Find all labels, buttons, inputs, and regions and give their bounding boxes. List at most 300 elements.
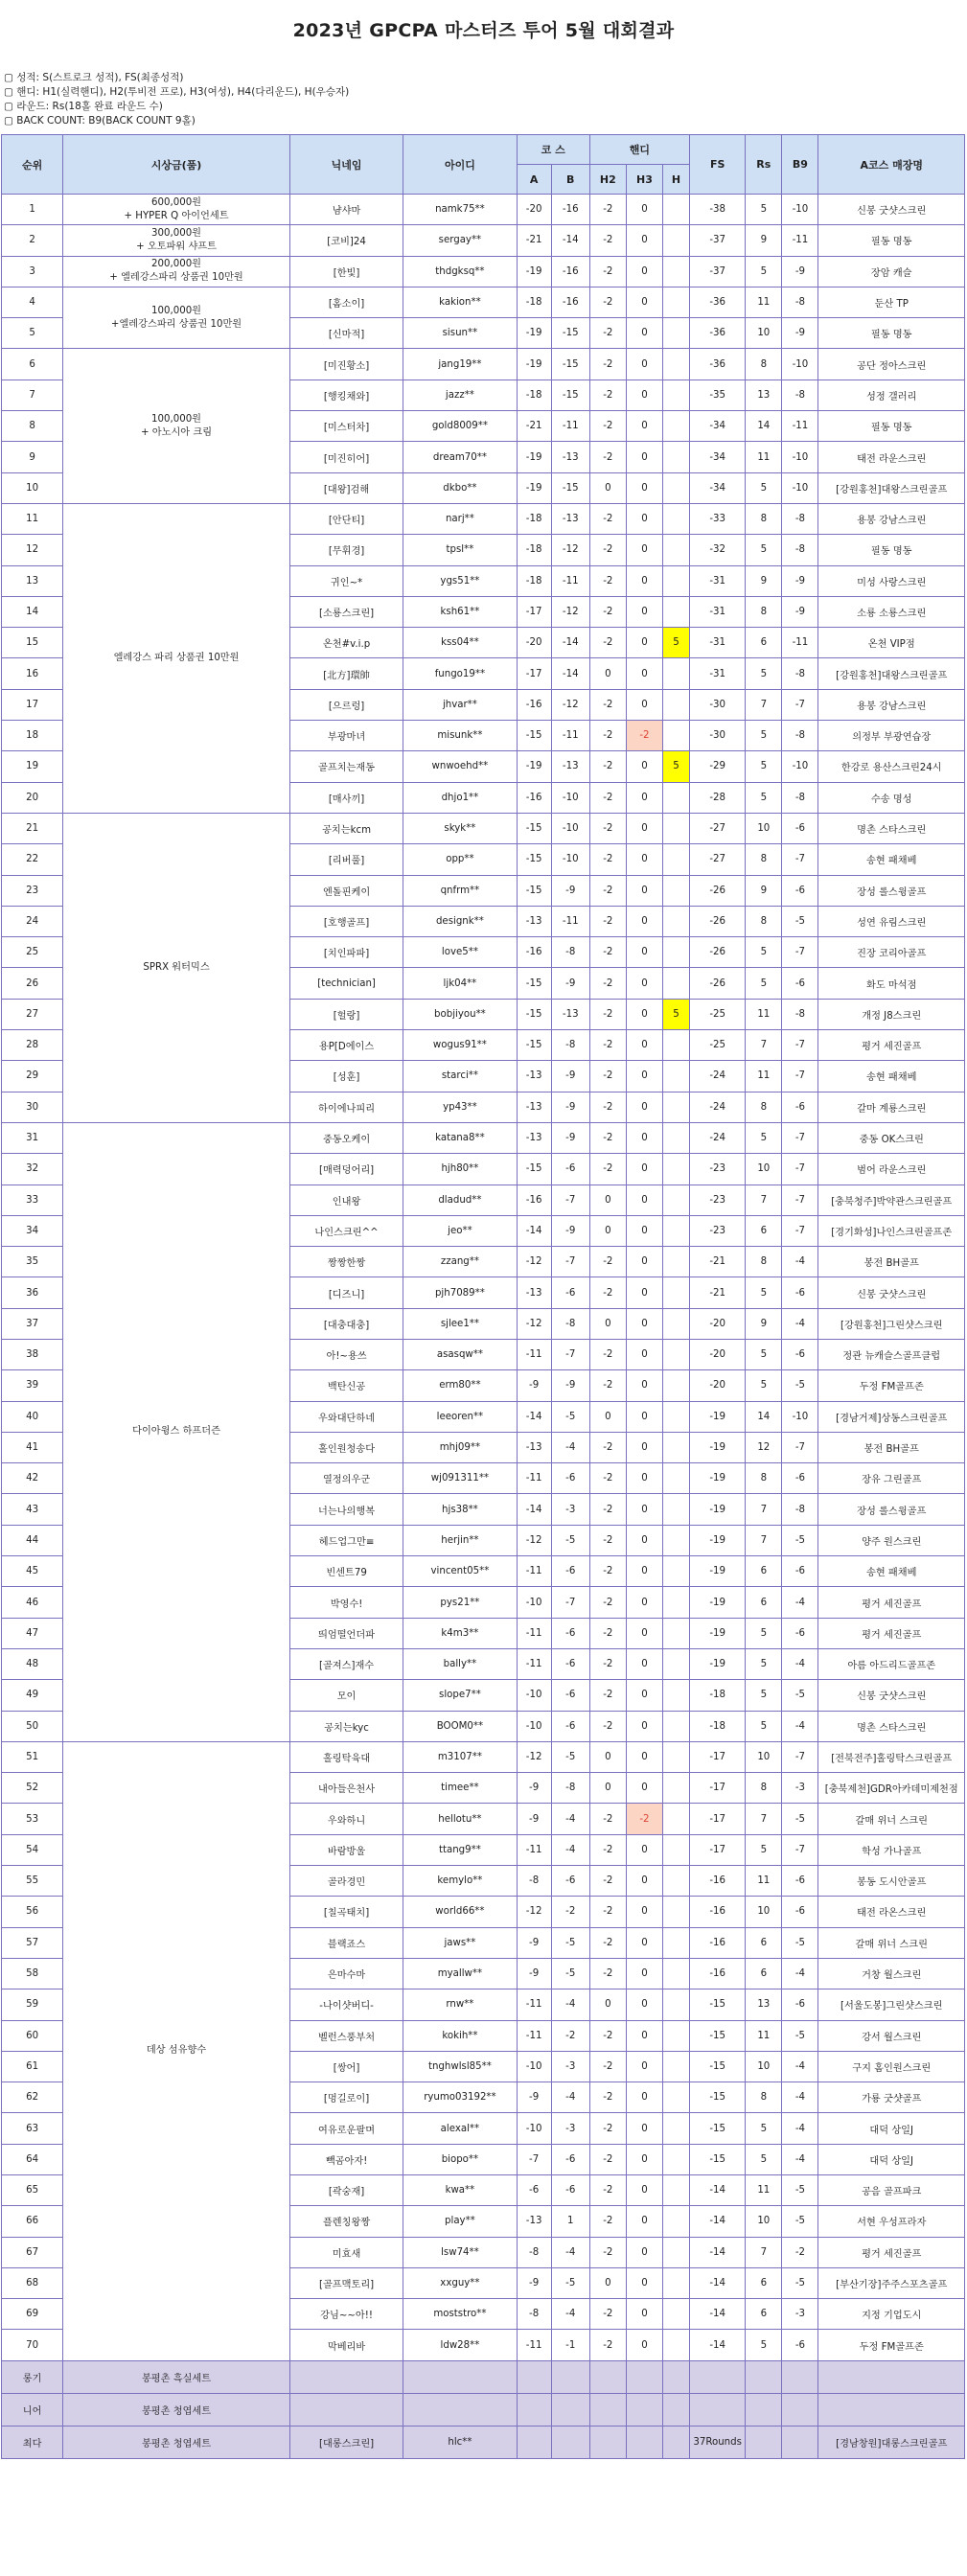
award-empty-cell — [517, 2426, 551, 2458]
rs-cell: 5 — [746, 751, 782, 782]
nickname-cell: 냠샤마 — [289, 195, 403, 225]
store-cell: [충북청주]박약관스크린골프 — [818, 1184, 965, 1215]
fs-cell: -17 — [690, 1804, 746, 1834]
rs-cell: 6 — [746, 1587, 782, 1618]
b9-cell: -7 — [782, 1184, 818, 1215]
nickname-cell: [무휘경] — [289, 535, 403, 565]
id-cell: m3107** — [403, 1741, 517, 1772]
b9-cell: -10 — [782, 472, 818, 503]
rank-cell: 46 — [2, 1587, 63, 1618]
prize-cell: 300,000원 + 오토파워 샤프트 — [63, 225, 290, 256]
b9-cell: -4 — [782, 2051, 818, 2082]
handicap-h3-cell: 0 — [626, 875, 662, 906]
store-cell: 갈매 위너 스크린 — [818, 1804, 965, 1834]
id-cell: xxguy** — [403, 2267, 517, 2298]
nickname-cell: 부광마녀 — [289, 721, 403, 751]
course-a-cell: -8 — [517, 2237, 551, 2267]
fs-cell: -23 — [690, 1215, 746, 1246]
rank-cell: 37 — [2, 1308, 63, 1339]
id-cell: kemylo** — [403, 1866, 517, 1897]
award-empty-cell — [626, 2426, 662, 2458]
nickname-cell: 빈센트79 — [289, 1556, 403, 1587]
store-cell: 학성 가나골프 — [818, 1834, 965, 1865]
handicap-h-cell — [663, 1370, 690, 1401]
store-cell: [서울도봉]그린샷스크린 — [818, 1990, 965, 2020]
nickname-cell: [홈소이] — [289, 287, 403, 317]
nickname-cell: [대충대충] — [289, 1308, 403, 1339]
handicap-h-cell — [663, 2113, 690, 2144]
nickname-cell: [코비]24 — [289, 225, 403, 256]
fs-cell: -31 — [690, 628, 746, 658]
handicap-h-cell — [663, 1680, 690, 1711]
rank-cell: 21 — [2, 813, 63, 843]
store-cell: 갈매 위너 스크린 — [818, 1927, 965, 1958]
store-cell: 성정 갤러리 — [818, 380, 965, 410]
handicap-h3-cell: 0 — [626, 2330, 662, 2360]
store-cell: 명촌 스타스크린 — [818, 1711, 965, 1741]
award-empty-cell — [551, 2426, 589, 2458]
rs-cell: 5 — [746, 1834, 782, 1865]
rs-cell: 5 — [746, 1339, 782, 1369]
b9-cell: -11 — [782, 411, 818, 442]
store-cell: 신봉 굿샷스크린 — [818, 1277, 965, 1308]
id-cell: love5** — [403, 937, 517, 968]
nickname-cell: 짱짱한짱 — [289, 1247, 403, 1277]
course-b-cell: -8 — [551, 1308, 589, 1339]
handicap-h-cell — [663, 411, 690, 442]
handicap-h3-cell: 0 — [626, 689, 662, 720]
id-cell: gold8009** — [403, 411, 517, 442]
handicap-h-cell — [663, 1184, 690, 1215]
course-b-cell: -11 — [551, 411, 589, 442]
store-cell: 장성 롤스윙골프 — [818, 1494, 965, 1525]
rank-cell: 60 — [2, 2020, 63, 2051]
handicap-h-cell — [663, 472, 690, 503]
store-cell: 수송 명성 — [818, 782, 965, 813]
handicap-h2-cell: -2 — [589, 1494, 626, 1525]
award-empty-cell — [626, 2393, 662, 2426]
b9-cell: -4 — [782, 1308, 818, 1339]
course-b-cell: -11 — [551, 721, 589, 751]
handicap-h2-cell: -2 — [589, 1680, 626, 1711]
handicap-h-cell — [663, 2299, 690, 2330]
handicap-h3-cell: 0 — [626, 1741, 662, 1772]
prize-cell: 100,000원 +엘레강스파리 상품권 10만원 — [63, 287, 290, 349]
handicap-h-cell — [663, 1339, 690, 1369]
rs-cell: 5 — [746, 1680, 782, 1711]
id-cell: hjs38** — [403, 1494, 517, 1525]
nickname-cell: [호행골프] — [289, 906, 403, 936]
handicap-h-cell — [663, 2020, 690, 2051]
handicap-h2-cell: -2 — [589, 195, 626, 225]
nickname-cell: [미진히어] — [289, 442, 403, 472]
course-b-cell: -5 — [551, 2267, 589, 2298]
rank-cell: 39 — [2, 1370, 63, 1401]
handicap-h3-cell: 0 — [626, 1556, 662, 1587]
prize-cell: 데상 섬유향수 — [63, 1741, 290, 2360]
legend-line: ▢ 라운드: Rs(18홀 완료 라운드 수) — [4, 101, 163, 112]
id-cell: moststro** — [403, 2299, 517, 2330]
nickname-cell: 플렌칭왕짱 — [289, 2206, 403, 2237]
handicap-h2-cell: -2 — [589, 2020, 626, 2051]
rank-cell: 29 — [2, 1061, 63, 1092]
id-cell: herjin** — [403, 1525, 517, 1555]
course-a-cell: -14 — [517, 1401, 551, 1432]
handicap-h2-cell: -2 — [589, 1525, 626, 1555]
fs-cell: -17 — [690, 1741, 746, 1772]
rank-cell: 17 — [2, 689, 63, 720]
course-a-cell: -14 — [517, 1215, 551, 1246]
b9-cell: -2 — [782, 2237, 818, 2267]
handicap-h3-cell: 0 — [626, 782, 662, 813]
store-cell: [강원홍천]그린샷스크린 — [818, 1308, 965, 1339]
handicap-h2-cell: -2 — [589, 535, 626, 565]
id-cell: sergay** — [403, 225, 517, 256]
fs-cell: -19 — [690, 1648, 746, 1679]
rank-cell: 31 — [2, 1122, 63, 1153]
handicap-h-cell — [663, 2082, 690, 2113]
course-b-cell: -9 — [551, 1370, 589, 1401]
handicap-h3-cell: -2 — [626, 721, 662, 751]
rank-cell: 33 — [2, 1184, 63, 1215]
id-cell: hjh80** — [403, 1154, 517, 1184]
id-cell: jaws** — [403, 1927, 517, 1958]
store-cell: 필동 명동 — [818, 535, 965, 565]
rank-cell: 14 — [2, 596, 63, 627]
fs-cell: -14 — [690, 2237, 746, 2267]
rs-cell: 6 — [746, 2299, 782, 2330]
handicap-h-cell — [663, 596, 690, 627]
course-a-cell: -19 — [517, 318, 551, 349]
handicap-h-cell — [663, 2237, 690, 2267]
handicap-h2-cell: 0 — [589, 1990, 626, 2020]
col-h: H — [663, 165, 690, 195]
handicap-h3-cell: 0 — [626, 1401, 662, 1432]
rank-cell: 36 — [2, 1277, 63, 1308]
store-cell: 평거 세진골프 — [818, 1030, 965, 1061]
fs-cell: -36 — [690, 318, 746, 349]
store-cell: 서현 우성프라자 — [818, 2206, 965, 2237]
nickname-cell: 내아들은천사 — [289, 1773, 403, 1804]
id-cell: designk** — [403, 906, 517, 936]
store-cell: 봉전 BH골프 — [818, 1432, 965, 1462]
handicap-h2-cell: -2 — [589, 1277, 626, 1308]
col-h2: H2 — [589, 165, 626, 195]
fs-cell: -27 — [690, 844, 746, 875]
course-b-cell: -6 — [551, 1648, 589, 1679]
b9-cell: -4 — [782, 1587, 818, 1618]
course-b-cell: -12 — [551, 535, 589, 565]
course-a-cell: -13 — [517, 906, 551, 936]
handicap-h-cell — [663, 1804, 690, 1834]
fs-cell: -14 — [690, 2330, 746, 2360]
course-b-cell: -5 — [551, 1525, 589, 1555]
course-a-cell: -11 — [517, 2020, 551, 2051]
handicap-h-cell — [663, 225, 690, 256]
rs-cell: 5 — [746, 1711, 782, 1741]
rank-cell: 44 — [2, 1525, 63, 1555]
id-cell: k4m3** — [403, 1618, 517, 1648]
id-cell: ldw28** — [403, 2330, 517, 2360]
rank-cell: 25 — [2, 937, 63, 968]
course-a-cell: -18 — [517, 503, 551, 534]
store-cell: 용봉 강남스크린 — [818, 503, 965, 534]
course-b-cell: -5 — [551, 1927, 589, 1958]
handicap-h-cell — [663, 1897, 690, 1927]
nickname-cell: 막베리바 — [289, 2330, 403, 2360]
nickname-cell: 공치는kyc — [289, 1711, 403, 1741]
id-cell: kwa** — [403, 2175, 517, 2206]
fs-cell: -15 — [690, 2144, 746, 2174]
store-cell: 공음 골프파크 — [818, 2175, 965, 2206]
course-b-cell: -6 — [551, 1618, 589, 1648]
col-nickname: 닉네임 — [289, 135, 403, 195]
b9-cell: -6 — [782, 875, 818, 906]
b9-cell: -5 — [782, 906, 818, 936]
course-b-cell: -14 — [551, 628, 589, 658]
id-cell: jhvar** — [403, 689, 517, 720]
b9-cell: -10 — [782, 442, 818, 472]
award-empty-cell — [517, 2360, 551, 2393]
rank-cell: 41 — [2, 1432, 63, 1462]
handicap-h2-cell: -2 — [589, 1122, 626, 1153]
handicap-h-cell — [663, 813, 690, 843]
store-cell: 소룡 소룡스크린 — [818, 596, 965, 627]
store-cell: 강서 월스크린 — [818, 2020, 965, 2051]
nickname-cell: [미스터차] — [289, 411, 403, 442]
course-b-cell: -9 — [551, 1122, 589, 1153]
course-a-cell: -7 — [517, 2144, 551, 2174]
handicap-h-cell — [663, 2206, 690, 2237]
award-store-cell — [818, 2360, 965, 2393]
rs-cell: 6 — [746, 1927, 782, 1958]
fs-cell: -26 — [690, 968, 746, 999]
course-a-cell: -13 — [517, 1277, 551, 1308]
fs-cell: -19 — [690, 1556, 746, 1587]
handicap-h2-cell: -2 — [589, 1958, 626, 1989]
store-cell: [강원홍천]대왕스크린골프 — [818, 658, 965, 689]
nickname-cell: [소룡스크린] — [289, 596, 403, 627]
handicap-h2-cell: -2 — [589, 721, 626, 751]
id-cell: erm80** — [403, 1370, 517, 1401]
course-a-cell: -12 — [517, 1741, 551, 1772]
b9-cell: -7 — [782, 1834, 818, 1865]
results-table — [1, 134, 965, 2459]
handicap-h2-cell: 0 — [589, 472, 626, 503]
handicap-h3-cell: 0 — [626, 658, 662, 689]
rank-cell: 20 — [2, 782, 63, 813]
rank-cell: 62 — [2, 2082, 63, 2113]
fs-cell: -24 — [690, 1122, 746, 1153]
handicap-h-cell: 5 — [663, 751, 690, 782]
handicap-h3-cell: 0 — [626, 1122, 662, 1153]
handicap-h-cell — [663, 721, 690, 751]
nickname-cell: 아!~용쓰 — [289, 1339, 403, 1369]
course-b-cell: -2 — [551, 2020, 589, 2051]
fs-cell: -37 — [690, 225, 746, 256]
rs-cell: 5 — [746, 195, 782, 225]
rank-cell: 9 — [2, 442, 63, 472]
b9-cell: -9 — [782, 318, 818, 349]
rs-cell: 11 — [746, 1061, 782, 1092]
fs-cell: -21 — [690, 1247, 746, 1277]
fs-cell: -15 — [690, 2051, 746, 2082]
course-a-cell: -11 — [517, 1556, 551, 1587]
handicap-h2-cell: -2 — [589, 906, 626, 936]
rank-cell: 50 — [2, 1711, 63, 1741]
handicap-h2-cell: -2 — [589, 1927, 626, 1958]
handicap-h2-cell: -2 — [589, 689, 626, 720]
rank-cell: 42 — [2, 1463, 63, 1494]
handicap-h3-cell: 0 — [626, 1927, 662, 1958]
award-prize-cell: 봉평촌 청엽세트 — [63, 2393, 290, 2426]
award-id-cell — [403, 2360, 517, 2393]
handicap-h-cell — [663, 2144, 690, 2174]
award-empty-cell — [782, 2426, 818, 2458]
course-b-cell: -6 — [551, 1556, 589, 1587]
nickname-cell: -나이샷버디- — [289, 1990, 403, 2020]
fs-cell: -34 — [690, 472, 746, 503]
nickname-cell: 엔돌핀케이 — [289, 875, 403, 906]
handicap-h3-cell: 0 — [626, 1247, 662, 1277]
rs-cell: 5 — [746, 1122, 782, 1153]
course-a-cell: -12 — [517, 1897, 551, 1927]
id-cell: dream70** — [403, 442, 517, 472]
b9-cell: -6 — [782, 1463, 818, 1494]
course-a-cell: -15 — [517, 721, 551, 751]
b9-cell: -3 — [782, 1773, 818, 1804]
nickname-cell: 골프치는재동 — [289, 751, 403, 782]
award-id-cell — [403, 2393, 517, 2426]
nickname-cell: 여유로운팔며 — [289, 2113, 403, 2144]
rank-cell: 11 — [2, 503, 63, 534]
b9-cell: -3 — [782, 2299, 818, 2330]
id-cell: biopo** — [403, 2144, 517, 2174]
award-empty-cell — [551, 2393, 589, 2426]
rs-cell: 7 — [746, 1525, 782, 1555]
id-cell: zzang** — [403, 1247, 517, 1277]
rs-cell: 11 — [746, 287, 782, 317]
rs-cell: 6 — [746, 2267, 782, 2298]
course-b-cell: -8 — [551, 1030, 589, 1061]
nickname-cell: 백탄신공 — [289, 1370, 403, 1401]
course-b-cell: -6 — [551, 1277, 589, 1308]
award-empty-cell — [663, 2360, 690, 2393]
store-cell: [충북제천]GDR아카데미제천점 — [818, 1773, 965, 1804]
award-type-cell: 니어 — [2, 2393, 63, 2426]
store-cell: 장성 롤스윙골프 — [818, 875, 965, 906]
store-cell: 송현 패채베 — [818, 1556, 965, 1587]
col-rank: 순위 — [2, 135, 63, 195]
table-row — [2, 1122, 965, 1153]
handicap-h3-cell: 0 — [626, 751, 662, 782]
course-a-cell: -13 — [517, 1432, 551, 1462]
handicap-h3-cell: 0 — [626, 937, 662, 968]
course-a-cell: -15 — [517, 1030, 551, 1061]
fs-cell: -29 — [690, 751, 746, 782]
course-b-cell: -11 — [551, 565, 589, 596]
handicap-h3-cell: 0 — [626, 1463, 662, 1494]
fs-cell: -37 — [690, 256, 746, 287]
nickname-cell: 너는나의행복 — [289, 1494, 403, 1525]
id-cell: hellotu** — [403, 1804, 517, 1834]
course-a-cell: -12 — [517, 1247, 551, 1277]
course-a-cell: -15 — [517, 968, 551, 999]
rank-cell: 53 — [2, 1804, 63, 1834]
course-a-cell: -17 — [517, 658, 551, 689]
handicap-h2-cell: 0 — [589, 2267, 626, 2298]
nickname-cell: [으르렁] — [289, 689, 403, 720]
b9-cell: -6 — [782, 1277, 818, 1308]
b9-cell: -5 — [782, 1370, 818, 1401]
id-cell: jazz** — [403, 380, 517, 410]
rs-cell: 5 — [746, 2113, 782, 2144]
nickname-cell: [멍길로이] — [289, 2082, 403, 2113]
handicap-h-cell — [663, 1525, 690, 1555]
handicap-h2-cell: -2 — [589, 1432, 626, 1462]
table-row — [2, 256, 965, 287]
results-body — [2, 195, 965, 2459]
handicap-h-cell — [663, 349, 690, 380]
id-cell: rnw** — [403, 1990, 517, 2020]
b9-cell: -4 — [782, 2082, 818, 2113]
rank-cell: 70 — [2, 2330, 63, 2360]
rs-cell: 13 — [746, 1990, 782, 2020]
course-a-cell: -11 — [517, 1834, 551, 1865]
store-cell: 신봉 굿샷스크린 — [818, 1680, 965, 1711]
course-b-cell: -4 — [551, 2237, 589, 2267]
rs-cell: 11 — [746, 2020, 782, 2051]
handicap-h2-cell: -2 — [589, 1866, 626, 1897]
course-a-cell: -16 — [517, 937, 551, 968]
handicap-h3-cell: 0 — [626, 1866, 662, 1897]
rs-cell: 5 — [746, 472, 782, 503]
rs-cell: 10 — [746, 813, 782, 843]
course-b-cell: -5 — [551, 1401, 589, 1432]
fs-cell: -26 — [690, 937, 746, 968]
fs-cell: -14 — [690, 2175, 746, 2206]
nickname-cell: 은마수마 — [289, 1958, 403, 1989]
col-rs: Rs — [746, 135, 782, 195]
fs-cell: -24 — [690, 1061, 746, 1092]
handicap-h3-cell: 0 — [626, 1432, 662, 1462]
nickname-cell: 우와대단하네 — [289, 1401, 403, 1432]
handicap-h3-cell: 0 — [626, 906, 662, 936]
b9-cell: -7 — [782, 1122, 818, 1153]
rank-cell: 4 — [2, 287, 63, 317]
nickname-cell: 모이 — [289, 1680, 403, 1711]
course-a-cell: -10 — [517, 1587, 551, 1618]
rank-cell: 27 — [2, 999, 63, 1029]
course-b-cell: -13 — [551, 999, 589, 1029]
col-store: A코스 매장명 — [818, 135, 965, 195]
course-b-cell: -4 — [551, 1804, 589, 1834]
handicap-h2-cell: -2 — [589, 1339, 626, 1369]
fs-cell: -16 — [690, 1927, 746, 1958]
handicap-h2-cell: -2 — [589, 2175, 626, 2206]
id-cell: opp** — [403, 844, 517, 875]
store-cell: 장유 그린골프 — [818, 1463, 965, 1494]
fs-cell: -34 — [690, 442, 746, 472]
handicap-h-cell — [663, 287, 690, 317]
handicap-h-cell — [663, 1773, 690, 1804]
rs-cell: 14 — [746, 411, 782, 442]
id-cell: bobjiyou** — [403, 999, 517, 1029]
id-cell: tnghwlsl85** — [403, 2051, 517, 2082]
id-cell: wnwoehd** — [403, 751, 517, 782]
nickname-cell: 골라경민 — [289, 1866, 403, 1897]
award-row — [2, 2426, 965, 2458]
